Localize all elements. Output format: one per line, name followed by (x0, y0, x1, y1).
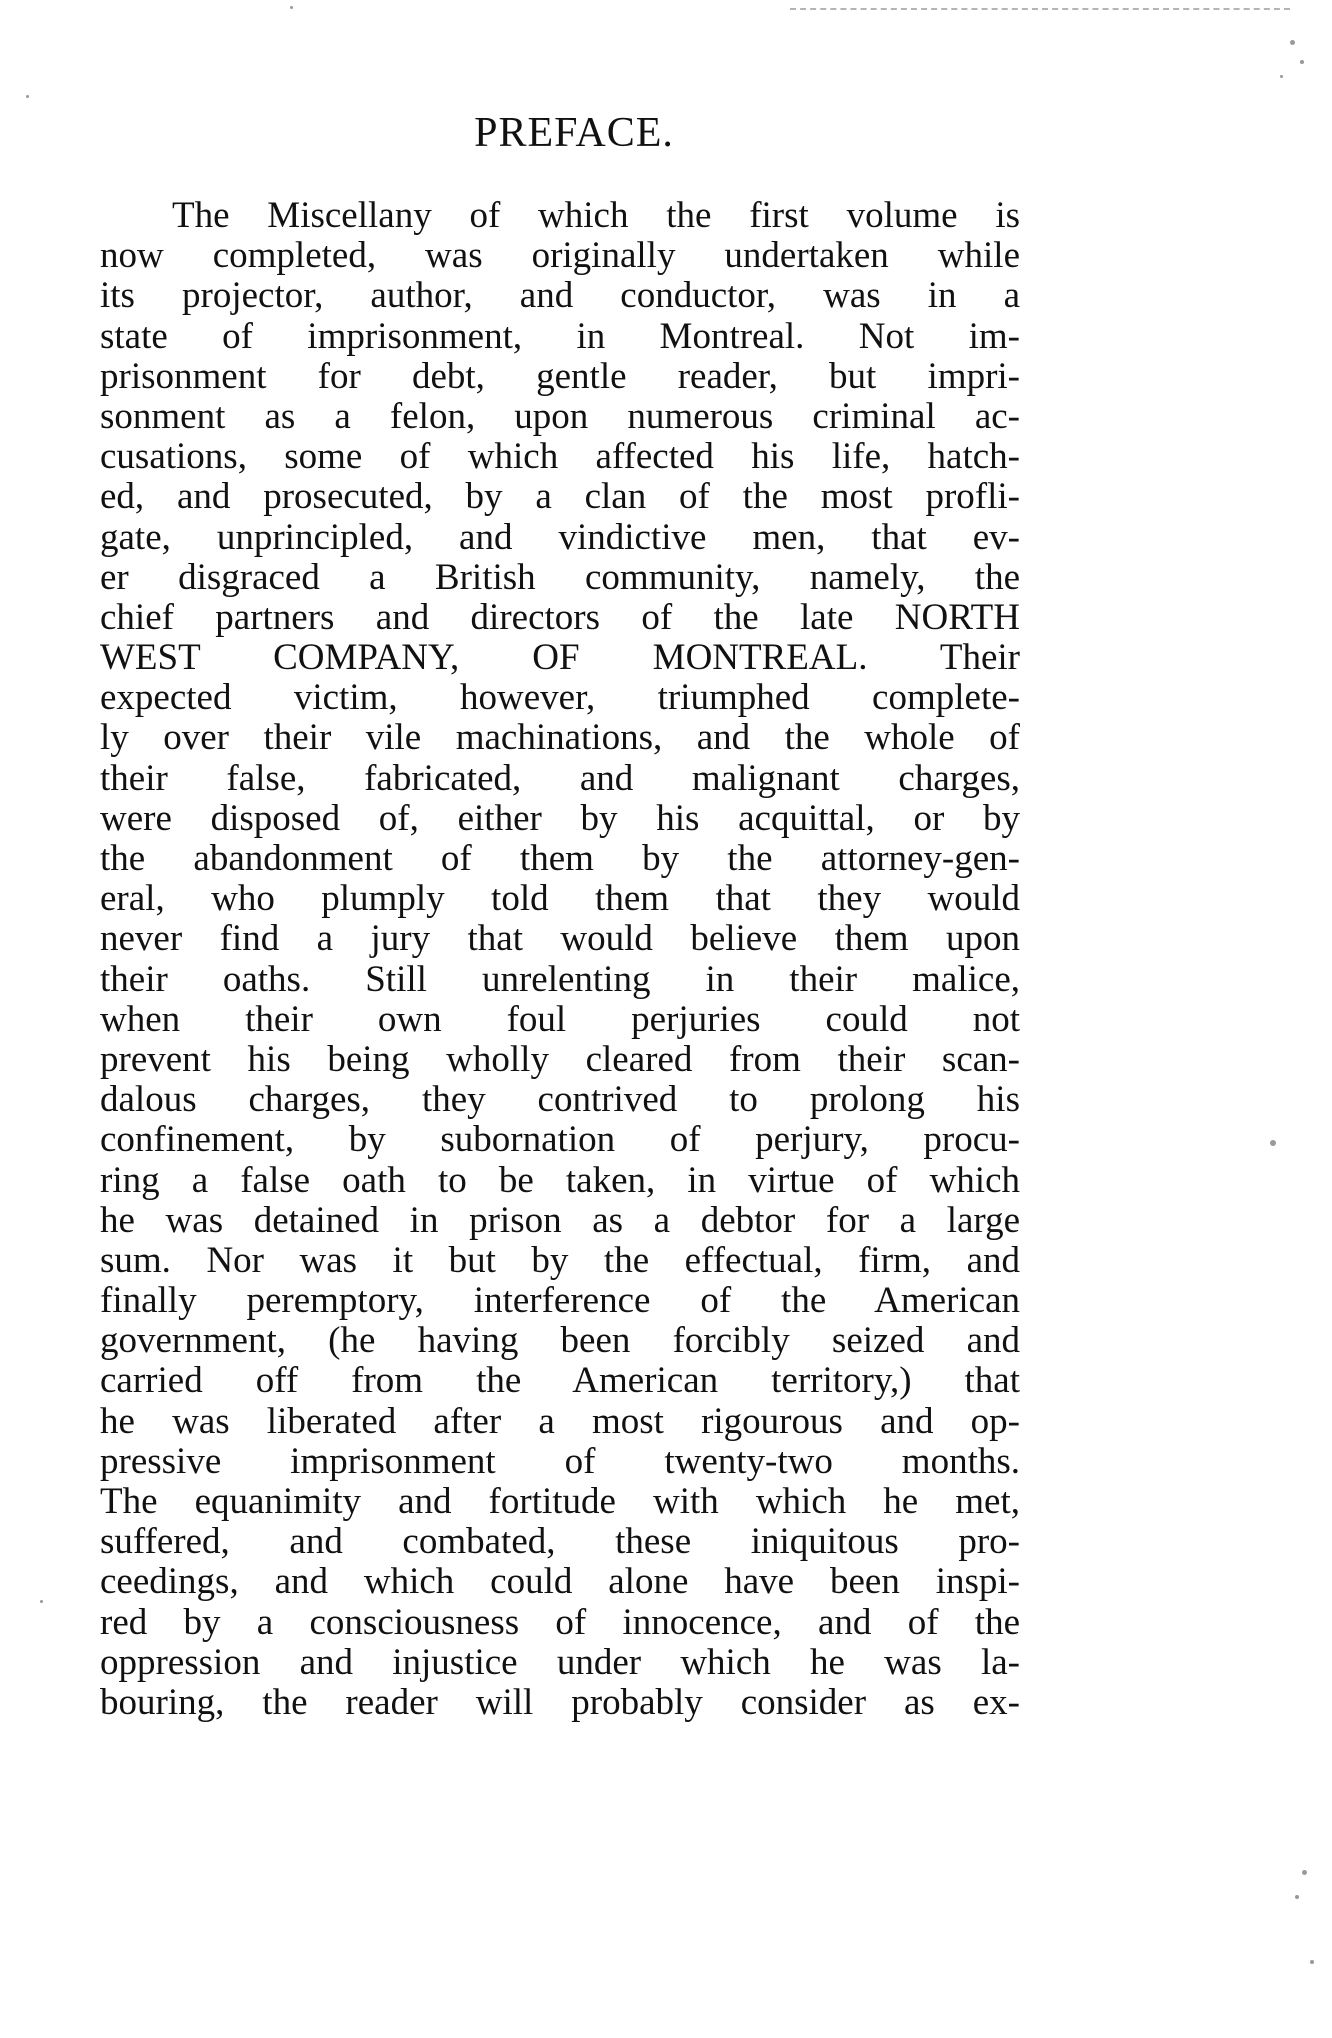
text-line: eral, who plumply told them that they would (100, 879, 1020, 920)
text-line: prisonment for debt, gentle reader, but impri- (100, 356, 1020, 397)
text-line: never find a jury that would believe them upon (100, 919, 1020, 960)
text-line: ceedings, and which could alone have been inspi- (100, 1562, 1020, 1603)
text-line: he was detained in prison as a debtor for a large (100, 1200, 1020, 1241)
text-line: er disgraced a British community, namely, the (100, 557, 1020, 598)
text-line: suffered, and combated, these iniquitous pro- (100, 1522, 1020, 1563)
text-line: government, (he having been forcibly seized and (100, 1321, 1020, 1362)
preface-body (100, 196, 1020, 1723)
text-line: sonment as a felon, upon numerous criminal ac- (100, 396, 1020, 437)
scan-speck (1310, 1960, 1314, 1964)
page-title: PREFACE. (474, 110, 674, 156)
text-line: finally peremptory, interference of the American (100, 1281, 1020, 1322)
text-line: bouring, the reader will probably consider as ex- (100, 1682, 1020, 1723)
text-line: expected victim, however, triumphed complete- (100, 678, 1020, 719)
text-line: state of imprisonment, in Montreal. Not im- (100, 316, 1020, 357)
text-line: the abandonment of them by the attorney-gen- (100, 839, 1020, 879)
text-line: he was liberated after a most rigourous and op- (100, 1401, 1020, 1442)
scan-speck (1295, 1895, 1299, 1899)
text-line: confinement, by subornation of perjury, procu- (100, 1120, 1020, 1161)
scan-speck (1270, 1140, 1276, 1146)
scan-speck (40, 1600, 43, 1603)
text-line: WEST COMPANY, OF MONTREAL. Their (100, 638, 1020, 679)
text-line: sum. Nor was it but by the effectual, firm, and (100, 1240, 1020, 1281)
top-edge-rule (790, 8, 1290, 10)
scan-speck (26, 95, 29, 98)
text-line: The equanimity and fortitude with which he met, (100, 1482, 1020, 1522)
text-line: dalous charges, they contrived to prolong his (100, 1080, 1020, 1121)
text-line: their oaths. Still unrelenting in their malice, (100, 959, 1020, 1000)
text-line: chief partners and directors of the late NORTH (100, 597, 1020, 638)
scan-speck (1280, 75, 1283, 78)
scan-speck (1300, 60, 1304, 64)
text-line: their false, fabricated, and malignant charges, (100, 758, 1020, 799)
text-line: were disposed of, either by his acquittal, or by (100, 798, 1020, 839)
text-line: ring a false oath to be taken, in virtue of which (100, 1160, 1020, 1201)
text-line: pressive imprisonment of twenty-two months. (100, 1441, 1020, 1482)
text-line: prevent his being wholly cleared from their scan- (100, 1039, 1020, 1080)
scan-speck (1290, 40, 1295, 45)
text-line: cusations, some of which affected his life, hatch- (100, 437, 1020, 478)
text-line: gate, unprincipled, and vindictive men, that ev- (100, 517, 1020, 558)
text-line: its projector, author, and conductor, was in a (100, 276, 1020, 317)
scan-speck (1302, 1870, 1307, 1875)
text-line: when their own foul perjuries could not (100, 999, 1020, 1040)
text-line: now completed, was originally undertaken while (100, 236, 1020, 277)
text-line: carried off from the American territory,) that (100, 1361, 1020, 1402)
text-line: The Miscellany of which the first volume is (172, 196, 1020, 236)
text-line: red by a consciousness of innocence, and of the (100, 1602, 1020, 1643)
text-line: ly over their vile machinations, and the whole of (100, 718, 1020, 759)
scan-speck (290, 6, 293, 9)
text-line: ed, and prosecuted, by a clan of the most profli- (100, 477, 1020, 518)
text-line: oppression and injustice under which he was la- (100, 1642, 1020, 1683)
